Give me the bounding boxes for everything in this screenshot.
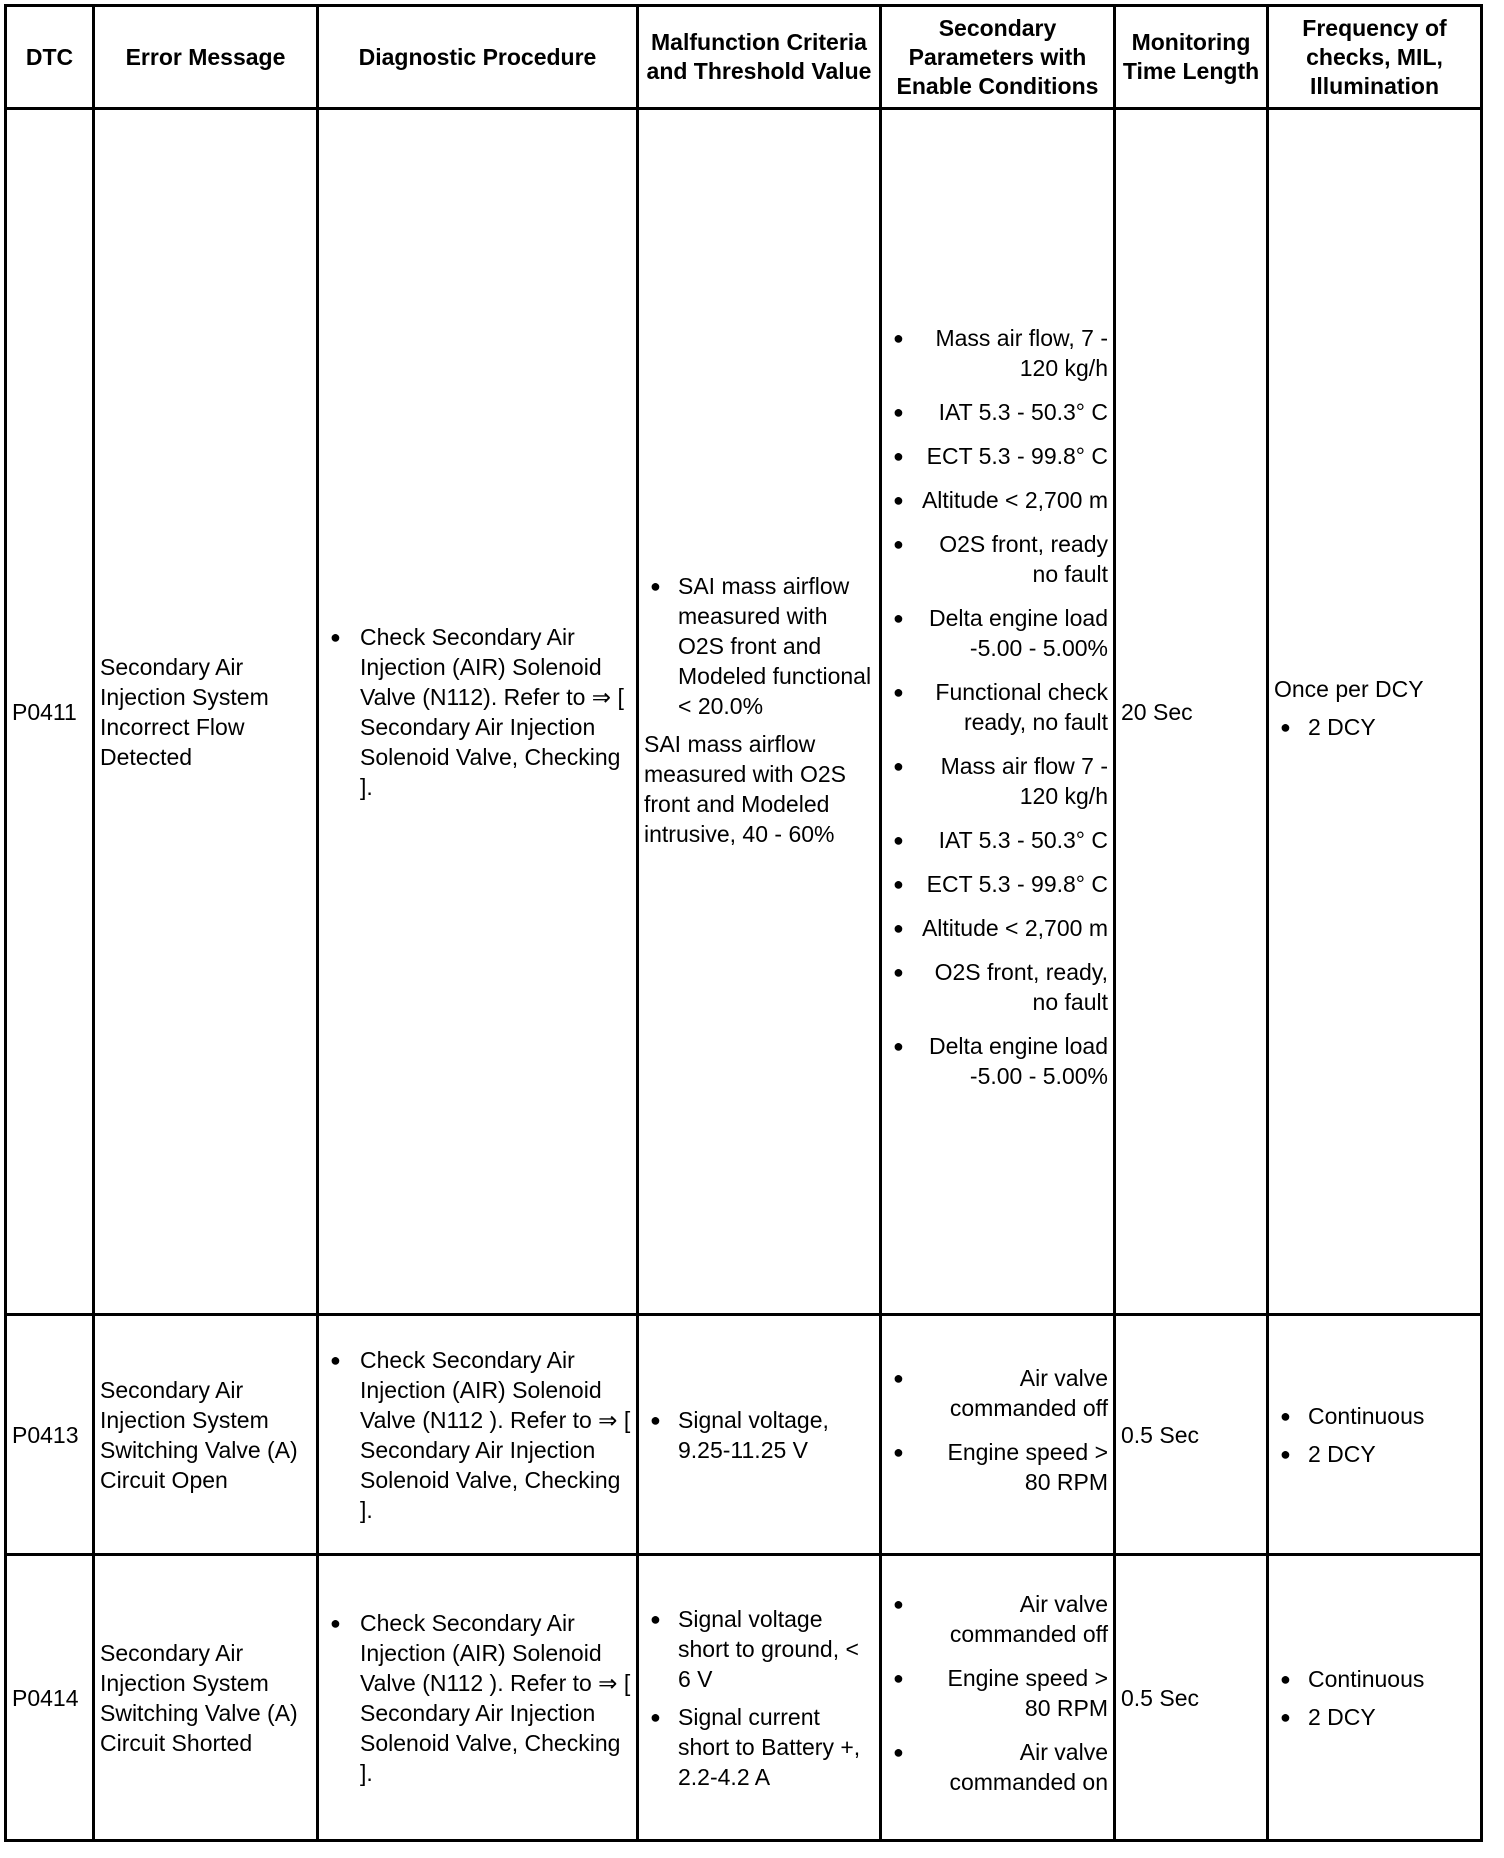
parameter-item: ● Air valve commanded off — [887, 1363, 1108, 1423]
header-error-message: Error Message — [94, 6, 318, 109]
parameter-item: ● Delta engine load -5.00 - 5.00% — [887, 603, 1108, 663]
frequency-item: ● 2 DCY — [1274, 1702, 1475, 1732]
frequency-item: ● Continuous — [1274, 1664, 1475, 1694]
parameter-item: ● O2S front, ready, no fault — [887, 957, 1108, 1017]
header-malfunction-criteria: Malfunction Criteria and Threshold Value — [638, 6, 881, 109]
criteria-text: SAI mass airflow measured with O2S front and Modeled intrusive, 40 - 60% — [644, 730, 846, 847]
monitoring-time: 0.5 Sec — [1115, 1555, 1268, 1841]
criteria-item: ● Signal voltage, 9.25-11.25 V — [644, 1405, 874, 1465]
criteria-item: ● Signal voltage short to ground, < 6 V — [644, 1604, 874, 1694]
parameter-item: ● ECT 5.3 - 99.8° C — [887, 441, 1108, 471]
secondary-parameters — [881, 109, 1115, 1315]
diagnostic-procedure — [318, 1555, 638, 1841]
dtc-table — [4, 4, 1483, 1842]
parameter-item: ● O2S front, ready no fault — [887, 529, 1108, 589]
dtc-code: P0411 — [6, 109, 94, 1315]
table-row — [6, 1555, 1482, 1841]
monitoring-time: 20 Sec — [1115, 109, 1268, 1315]
parameter-item: ● Engine speed > 80 RPM — [887, 1663, 1108, 1723]
header-dtc: DTC — [6, 6, 94, 109]
parameter-item: ● IAT 5.3 - 50.3° C — [887, 825, 1108, 855]
error-message: Secondary Air Injection System Switching Valve (A) Circuit Open — [94, 1315, 318, 1555]
parameter-item: ● Altitude < 2,700 m — [887, 485, 1108, 515]
criteria-item: ● Signal current short to Battery +, 2.2-4.2 A — [644, 1702, 874, 1792]
diagnostic-procedure — [318, 109, 638, 1315]
parameter-item: ● Air valve commanded off — [887, 1589, 1108, 1649]
header-monitoring-time: Monitoring Time Length — [1115, 6, 1268, 109]
secondary-parameters — [881, 1315, 1115, 1555]
frequency — [1268, 109, 1482, 1315]
table-row — [6, 1315, 1482, 1555]
error-message: Secondary Air Injection System Incorrect Flow Detected — [94, 109, 318, 1315]
header-frequency: Frequency of checks, MIL, Illumination — [1268, 6, 1482, 109]
monitoring-time: 0.5 Sec — [1115, 1315, 1268, 1555]
diagnostic-procedure — [318, 1315, 638, 1555]
parameter-item: ● Altitude < 2,700 m — [887, 913, 1108, 943]
malfunction-criteria — [638, 1555, 881, 1841]
parameter-item: ● Engine speed > 80 RPM — [887, 1437, 1108, 1497]
parameter-item: ● Delta engine load -5.00 - 5.00% — [887, 1031, 1108, 1091]
parameter-item: ● Air valve commanded on — [887, 1737, 1108, 1797]
criteria-item: ● SAI mass airflow measured with O2S front and Modeled functional < 20.0% — [644, 571, 874, 721]
header-secondary-parameters: Secondary Parameters with Enable Conditions — [881, 6, 1115, 109]
procedure-item: ● Check Secondary Air Injection (AIR) Solenoid Valve (N112 ). Refer to ⇒ [ Secondary Air Injection Solenoid Valve, Checking ]. — [324, 1345, 631, 1525]
frequency-item: ● Continuous — [1274, 1401, 1475, 1431]
parameter-item: ● ECT 5.3 - 99.8° C — [887, 869, 1108, 899]
frequency — [1268, 1555, 1482, 1841]
frequency-item: ● 2 DCY — [1274, 712, 1475, 742]
parameter-item: ● Mass air flow 7 - 120 kg/h — [887, 751, 1108, 811]
malfunction-criteria — [638, 1315, 881, 1555]
parameter-item: ● IAT 5.3 - 50.3° C — [887, 397, 1108, 427]
dtc-code: P0413 — [6, 1315, 94, 1555]
header-diagnostic-procedure: Diagnostic Procedure — [318, 6, 638, 109]
table-row — [6, 109, 1482, 1315]
malfunction-criteria — [638, 109, 881, 1315]
parameter-item: ● Functional check ready, no fault — [887, 677, 1108, 737]
frequency-text: Once per DCY — [1274, 675, 1424, 702]
header-row — [6, 6, 1482, 109]
frequency — [1268, 1315, 1482, 1555]
error-message: Secondary Air Injection System Switching Valve (A) Circuit Shorted — [94, 1555, 318, 1841]
secondary-parameters — [881, 1555, 1115, 1841]
dtc-code: P0414 — [6, 1555, 94, 1841]
parameter-item: ● Mass air flow, 7 - 120 kg/h — [887, 323, 1108, 383]
procedure-item: ● Check Secondary Air Injection (AIR) Solenoid Valve (N112). Refer to ⇒ [ Secondary Air Injection Solenoid Valve, Checking ]. — [324, 622, 631, 802]
procedure-item: ● Check Secondary Air Injection (AIR) Solenoid Valve (N112 ). Refer to ⇒ [ Secondary Air Injection Solenoid Valve, Checking ]. — [324, 1608, 631, 1788]
frequency-item: ● 2 DCY — [1274, 1439, 1475, 1469]
